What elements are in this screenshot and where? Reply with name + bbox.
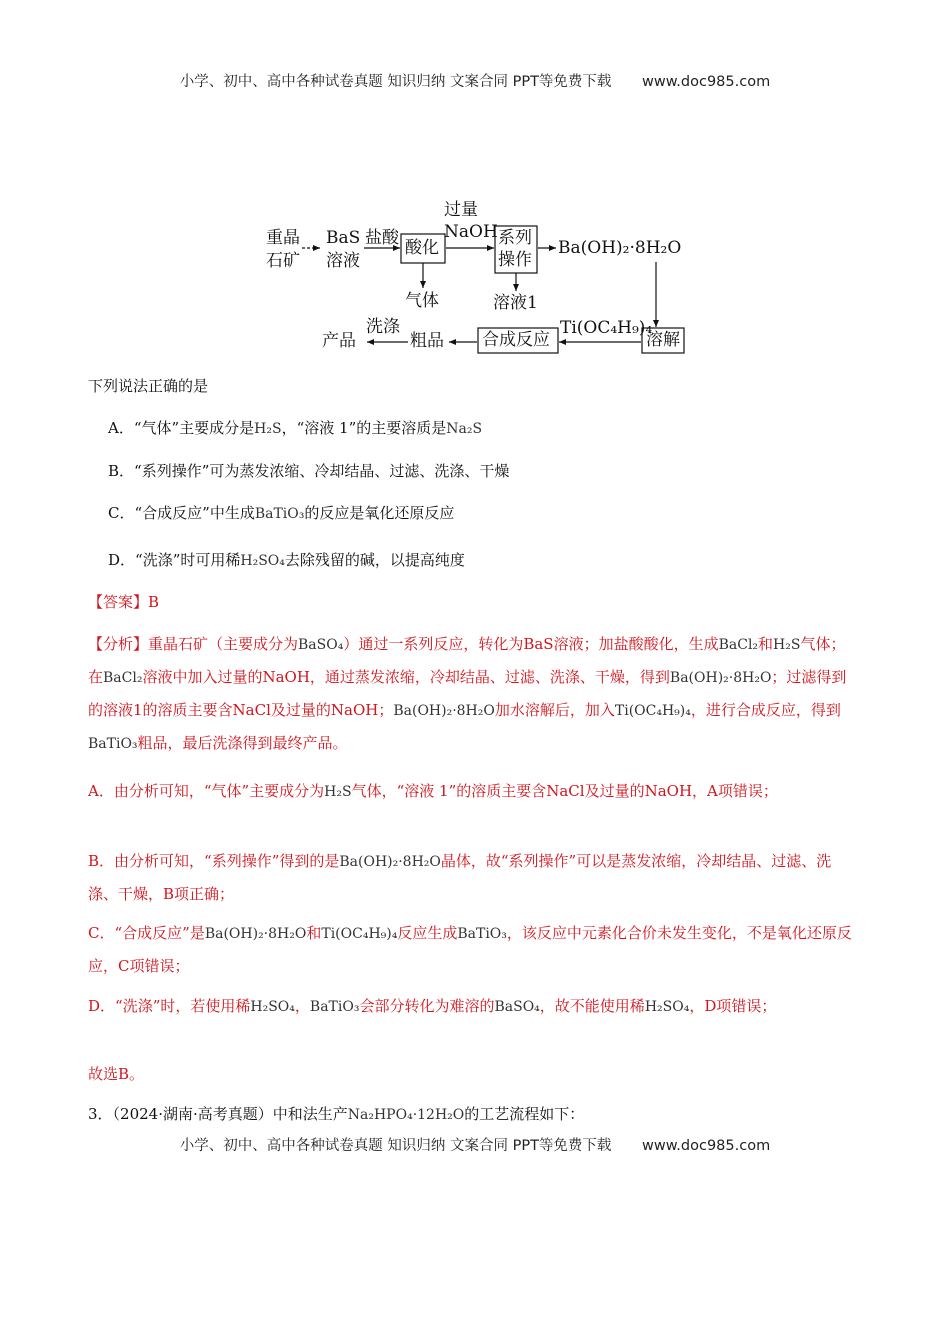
analysis-text: 会部分转化为难溶的 [359,997,495,1015]
analysis-text: ， [294,997,310,1015]
chem-h2s: H₂S [773,637,801,653]
analysis-text: 粗品，最后洗涤得到最终产品。 [137,734,348,752]
analysis-text: 和 [306,924,322,942]
gas-label: 气体 [405,291,439,311]
analysis-text: ；过滤得到的溶液1的溶质主要含NaCl及过量的NaOH； [88,668,847,719]
ore-label-2: 石矿 [266,251,300,271]
bas-label: BaS [326,228,361,248]
answer-label: 【答案】B [88,593,160,611]
analysis-text: 入 [599,701,615,719]
option-c-text-2: 的反应是氧化还原反应 [304,504,455,522]
chem-na2s: Na₂S [446,421,483,437]
analysis-conclusion: 故选B。 [88,1065,145,1083]
option-b-text: B．“系列操作”可为蒸发浓缩、冷却结晶、过滤、洗涤、干燥 [108,462,510,480]
process-flowchart [260,196,700,361]
product-label: 产品 [322,331,356,351]
analysis-text: 和 [758,635,774,653]
chem-batio3: BaTiO₃ [88,736,138,752]
naoh-label-2: NaOH [444,222,498,242]
synthesis-label: 合成反应 [482,330,550,350]
option-d-text-1: D．“洗涤”时可用稀 [108,551,241,569]
next-question [88,1104,584,1125]
analysis-b [88,845,860,910]
chem-baoh2: Ba(OH)₂·8H₂O [339,854,441,870]
chem-baoh2: Ba(OH)₂·8H₂O [204,926,307,942]
analysis-text: ，该反应中元素化合价未发生变化，不是氧化还原反应，C项错误； [88,924,852,975]
chem-batio3: BaTiO₃ [254,506,305,522]
option-b[interactable] [108,461,509,481]
chem-h2so4: H₂SO₄ [250,999,295,1015]
analysis-text: ，进行合成反应，得到 [690,701,841,719]
solution1-label: 溶液1 [493,293,538,313]
chem-batio3: BaTiO₃ [309,999,360,1015]
wash-label: 洗涤 [366,317,400,337]
chem-h2so4: H₂SO₄ [644,999,690,1015]
analysis-text: ，故不能使用稀 [539,997,645,1015]
analysis-paragraph [88,628,860,760]
crude-label: 粗品 [410,331,444,351]
chem-h2s: H₂S [324,784,352,800]
chem-baoh2: Ba(OH)₂·8H₂O [393,703,495,719]
chem-batio3: BaTiO₃ [457,926,507,942]
naoh-label-1: 过量 [444,200,478,220]
option-d-text-2: 去除残留的碱，以提高纯度 [284,551,465,569]
analysis-text: 气体，“溶液 1”的溶质主要含NaCl及过量的NaOH，A项错误； [351,782,778,800]
product1-label: Ba(OH)₂·8H₂O [558,238,682,258]
bas-solution-label: 溶液 [326,251,360,271]
page-header [0,70,950,91]
footer-site[interactable]: www.doc985.com [642,1138,771,1154]
option-c-text-1: C．“合成反应”中生成 [108,504,255,522]
acidify-label: 酸化 [405,238,439,258]
header-site[interactable]: www.doc985.com [642,74,771,90]
option-c[interactable] [108,503,454,524]
chem-h2s: H₂S [254,421,282,437]
analysis-text: ）通过一系列反应，转化为BaS溶液；加盐酸酸化，生成 [343,635,719,653]
analysis-text: B．由分析可知，“系列操作”得到的是 [88,852,340,870]
next-question-text-2: 的工艺流程如下： [464,1105,585,1123]
analysis-text: ，D项错误； [689,997,777,1015]
footer-text: 小学、初中、高中各种试卷真题 知识归纳 文案合同 PPT等免费下载 [179,1138,612,1154]
dissolve-label: 溶解 [646,330,680,350]
option-a-text-2: ，“溶液 1”的主要溶质是 [281,419,447,437]
option-a-text-1: A．“气体”主要成分是 [108,419,255,437]
series-label-2: 操作 [498,250,532,270]
chem-ti-butoxide: Ti(OC₄H₉)₄ [321,926,398,942]
chem-baso4: BaSO₄ [494,999,540,1015]
chem-h2so4: H₂SO₄ [240,553,285,569]
analysis-text: 反应生成 [397,924,458,942]
series-label-1: 系列 [498,228,532,248]
next-question-text-1: 3．（2024·湖南·高考真题）中和法生产 [88,1105,348,1123]
ti-reagent-label: Ti(OC₄H₉)₄ [560,318,653,338]
analysis-text: 晶体，故“系列操作”可以是蒸发浓缩，冷却结晶、过滤、洗涤、干燥，B项正确； [88,852,832,903]
question-stem: 下列说法正确的是 [88,377,209,395]
header-text: 小学、初中、高中各种试卷真题 知识归纳 文案合同 PPT等免费下载 [179,74,612,90]
option-d[interactable] [108,550,465,571]
analysis-c [88,917,860,982]
analysis-text: 溶液中加入过量的NaOH，通过蒸发浓缩，冷却结晶、过滤、洗涤、干燥，得到 [142,668,670,686]
chem-na2hpo4: Na₂HPO₄·12H₂O [347,1107,465,1123]
analysis-text: C．“合成反应”是 [88,924,205,942]
chem-baso4: BaSO₄ [298,637,344,653]
analysis-a [88,775,860,808]
analysis-d [88,990,860,1023]
chem-baoh2: Ba(OH)₂·8H₂O [669,670,772,686]
option-a[interactable] [108,418,482,439]
chem-ti-butoxide: Ti(OC₄H₉)₄ [614,703,691,719]
ore-label-1: 重晶 [266,228,300,248]
acid-label: 盐酸 [365,228,399,248]
analysis-text: A．由分析可知，“气体”主要成分为 [88,782,325,800]
analysis-text: 【分析】重晶石矿（主要成分为 [88,635,299,653]
analysis-text: D．“洗涤”时，若使用稀 [88,997,251,1015]
chem-bacl2: BaCl₂ [718,637,759,653]
analysis-text: 加水溶解后，加 [494,701,600,719]
page-footer [0,1134,950,1155]
chem-bacl2: BaCl₂ [103,670,143,686]
analysis-text: 气体；在 [88,635,846,686]
